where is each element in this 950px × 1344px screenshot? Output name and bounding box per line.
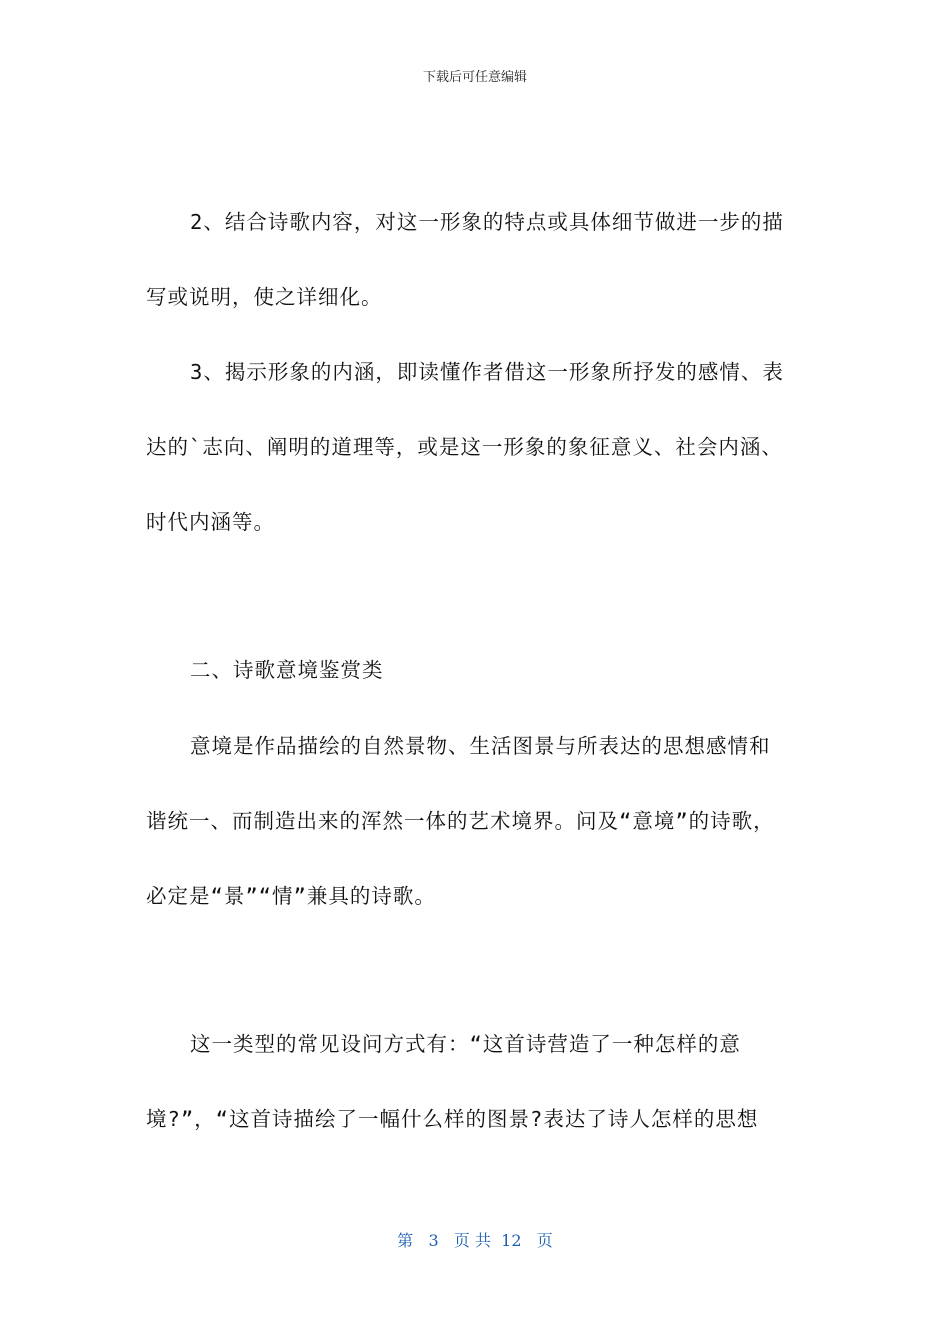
- section-heading: 二、诗歌意境鉴赏类: [190, 658, 384, 682]
- footer-middle: 页 共: [453, 1231, 491, 1250]
- paragraph-line: 3、揭示形象的内涵，即读懂作者借这一形象所抒发的感情、表: [190, 360, 784, 384]
- page-footer: [0, 1228, 950, 1251]
- paragraph-line: 谐统一、而制造出来的浑然一体的艺术境界。问及“意境”的诗歌，: [146, 809, 775, 833]
- footer-page-number: 3: [428, 1231, 439, 1250]
- paragraph-line: 时代内涵等。: [146, 510, 275, 534]
- paragraph-line: 这一类型的常见设问方式有：“这首诗营造了一种怎样的意: [190, 1032, 741, 1056]
- footer-prefix: 第: [397, 1231, 414, 1250]
- footer-total-pages: 12: [501, 1231, 522, 1250]
- paragraph-line: 境?”，“这首诗描绘了一幅什么样的图景?表达了诗人怎样的思想: [146, 1107, 759, 1131]
- paragraph-line: 2、结合诗歌内容，对这一形象的特点或具体细节做进一步的描: [190, 210, 784, 234]
- paragraph-line: 必定是“景”“情”兼具的诗歌。: [146, 884, 436, 908]
- page-header: 下载后可任意编辑: [422, 70, 527, 85]
- footer-suffix: 页: [536, 1231, 553, 1250]
- paragraph-line: 意境是作品描绘的自然景物、生活图景与所表达的思想感情和: [190, 734, 771, 758]
- paragraph-line: 达的`志向、阐明的道理等，或是这一形象的象征意义、社会内涵、: [146, 435, 783, 459]
- paragraph-line: 写或说明，使之详细化。: [146, 285, 383, 309]
